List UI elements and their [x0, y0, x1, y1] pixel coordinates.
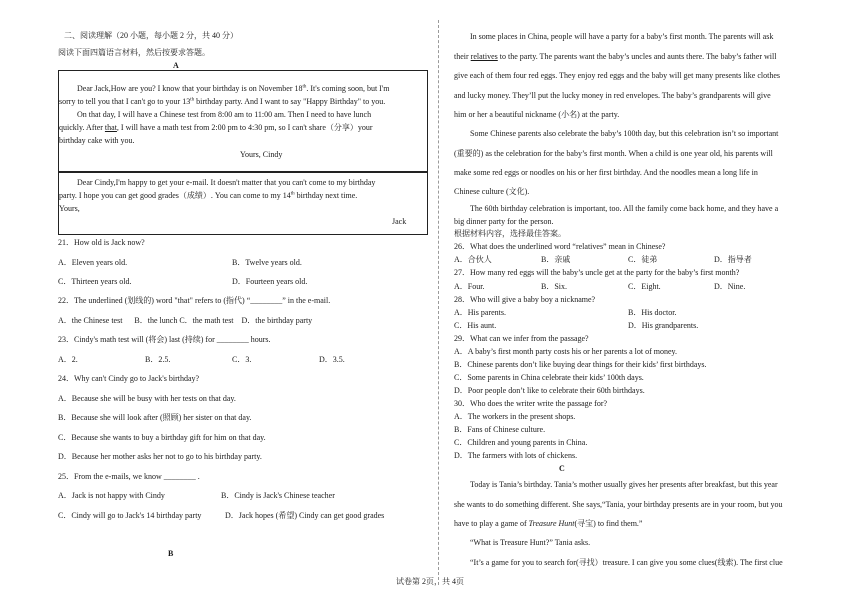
passage-b-label: B — [168, 549, 174, 558]
q29-option-c: C．Some parents in China celebrate their kids’ 100th days. — [454, 373, 644, 382]
b-para2-line2: (重要的) as the celebration for the baby’s first month. When a child is one year old, his parents will — [454, 149, 773, 158]
q30-option-c: C．Children and young parents in China. — [454, 438, 588, 447]
q27-option-c: C．Eight. — [628, 282, 661, 291]
email2-signature: Jack — [392, 217, 407, 226]
q21-option-a: A．Eleven years old. — [58, 258, 128, 267]
q23-option-d: D．3.5. — [319, 355, 345, 364]
question-24: 24．Why can't Cindy go to Jack's birthday? — [58, 374, 200, 383]
email2-line2: party. I hope you can get good grades（成绩）. You can come to my 14th birthday next time. — [59, 191, 358, 200]
question-21: 21．How old is Jack now? — [58, 238, 145, 247]
b-para3-line2: big dinner party for the person. — [454, 217, 554, 226]
email1-signature: Yours, Cindy — [240, 150, 283, 159]
q28-option-b: B．His doctor. — [628, 308, 677, 317]
q23-option-b: B．2.5. — [145, 355, 171, 364]
q24-option-b: B．Because she will look after (照顾) her sister on that day. — [58, 413, 252, 422]
passage-a-label: A — [173, 61, 179, 70]
question-30: 30．Who does the writer write the passage for? — [454, 399, 608, 408]
q30-option-a: A．The workers in the present shops. — [454, 412, 576, 421]
q27-option-a: A．Four. — [454, 282, 485, 291]
underlined-relatives: relatives — [470, 52, 498, 61]
q29-option-a: A．A baby’s first month party costs his or her parents a lot of money. — [454, 347, 677, 356]
passage-c-label: C — [559, 464, 565, 473]
underlined-that: that — [104, 123, 117, 132]
email2-line3: Yours, — [59, 204, 80, 213]
question-25: 25．From the e-mails, we know ________ . — [58, 472, 200, 481]
question-29: 29．What can we infer from the passage? — [454, 334, 589, 343]
b-para1-line4: and lucky money. They’ll put the lucky money in red envelopes. The baby’s grandparents will give — [454, 91, 771, 100]
email1-line3: On that day, I will have a Chinese test from 8:00 am to 11:00 am. Then I need to have lunch — [77, 110, 372, 119]
b-para1-line5: him or her a beautiful nickname (小名) at the party. — [454, 110, 620, 119]
q28-option-c: C．His aunt. — [454, 321, 497, 330]
email1-line5: birthday cake with you. — [59, 136, 135, 145]
q23-option-a: A．2. — [58, 355, 78, 364]
q24-option-a: A．Because she will be busy with her tests on that day. — [58, 394, 236, 403]
email1-line4: quickly. After that, I will have a math test from 2:00 pm to 4:30 pm, so I can't share（分享）your — [59, 123, 373, 132]
b-para2-line4: Chinese culture (文化). — [454, 187, 530, 196]
c-line3: have to play a game of Treasure Hunt(寻宝) to find them.” — [454, 519, 643, 528]
q25-option-d: D．Jack hopes (希望) Cindy can get good grades — [225, 511, 385, 520]
question-28: 28．Who will give a baby boy a nickname? — [454, 295, 596, 304]
q22-options: A．the Chinese test B．the lunch C．the math test D．the birthday party — [58, 316, 313, 325]
q24-option-d: D．Because her mother asks her not to go to his birthday party. — [58, 452, 262, 461]
page-footer: 试卷第 2页，共 4页 — [396, 577, 464, 586]
c-line1: Today is Tania’s birthday. Tania’s mother usually gives her presents after breakfast, but this year — [470, 480, 778, 489]
b-para1-line3: give each of them four red eggs. They enjoy red eggs and the baby will get many presents like clothes — [454, 71, 780, 80]
b-para1-line2: their relatives to the party. The parents want the baby’s uncles and aunts there. The baby’s father will — [454, 52, 777, 61]
q24-option-c: C．Because she wants to buy a birthday gift for him on that day. — [58, 433, 266, 442]
q26-option-c: C．徒弟 — [628, 255, 658, 264]
q21-option-d: D．Fourteen years old. — [232, 277, 308, 286]
email1-line1: Dear Jack,How are you? I know that your birthday is on November 18th. It's coming soon, but I'm — [77, 84, 390, 93]
q25-option-b: B．Cindy is Jack's Chinese teacher — [221, 491, 335, 500]
q21-option-b: B．Twelve years old. — [232, 258, 302, 267]
q28-option-d: D．His grandparents. — [628, 321, 699, 330]
section-title: 二、阅读理解（20 小题，每小题 2 分，共 40 分） — [64, 31, 238, 40]
q27-option-d: D．Nine. — [714, 282, 746, 291]
q26-option-a: A．合伙人 — [454, 255, 492, 264]
question-22: 22．The underlined (划线的) word "that" refers to (指代) “________” in the e-mail. — [58, 296, 331, 305]
question-23: 23．Cindy's math test will (将会) last (持续) for ________ hours. — [58, 335, 271, 344]
q28-option-a: A．His parents. — [454, 308, 506, 317]
email1-line2: sorry to tell you that I can't go to your 13th birthday party. And I want to say "Happy Birthday" to you. — [59, 97, 386, 106]
q26-option-b: B．亲戚 — [541, 255, 571, 264]
b-para2-line3: make some red eggs or noodles on his or her first birthday. And the noodles mean a long life in — [454, 168, 758, 177]
q29-option-d: D．Poor people don’t like to celebrate their 60th birthdays. — [454, 386, 645, 395]
q23-option-c: C．3. — [232, 355, 252, 364]
q30-option-d: D．The farmers with lots of chickens. — [454, 451, 578, 460]
q25-option-a: A．Jack is not happy with Cindy — [58, 491, 165, 500]
question-27: 27．How many red eggs will the baby’s uncle get at the party for the baby’s first month? — [454, 268, 740, 277]
q30-option-b: B．Fans of Chinese culture. — [454, 425, 546, 434]
c-line5: “It’s a game for you to search for(寻找）treasure. I can give you some clues(线索). The first clue — [470, 558, 783, 567]
q26-option-d: D．指导者 — [714, 255, 752, 264]
q25-option-c: C．Cindy will go to Jack's 14 birthday party — [58, 511, 202, 520]
b-para2-line1: Some Chinese parents also celebrate the baby’s 100th day, but this celebration isn’t so important — [470, 129, 779, 138]
b-para3-line1: The 60th birthday celebration is important, too. All the family come back home, and they have a — [470, 204, 779, 213]
b-para1-line1: In some places in China, people will have a party for a baby’s first month. The parents will ask — [470, 32, 774, 41]
q21-option-c: C．Thirteen years old. — [58, 277, 132, 286]
email2-line1: Dear Cindy,I'm happy to get your e-mail. It doesn't matter that you can't come to my birthday — [77, 178, 376, 187]
column-divider — [438, 20, 439, 585]
c-line2: she wants to do something different. She says,“Tania, your birthday presents are in your room, but you — [454, 500, 783, 509]
q27-option-b: B．Six. — [541, 282, 568, 291]
section-instruction: 阅读下面四篇语言材料，然后按要求答题。 — [58, 48, 210, 57]
b-instruction: 根据材料内容，选择最佳答案。 — [454, 229, 566, 238]
q29-option-b: B．Chinese parents don’t like buying dear things for their kids’ first birthdays. — [454, 360, 707, 369]
question-26: 26．What does the underlined word “relatives” mean in Chinese? — [454, 242, 666, 251]
c-line4: “What is Treasure Hunt?” Tania asks. — [470, 538, 591, 547]
